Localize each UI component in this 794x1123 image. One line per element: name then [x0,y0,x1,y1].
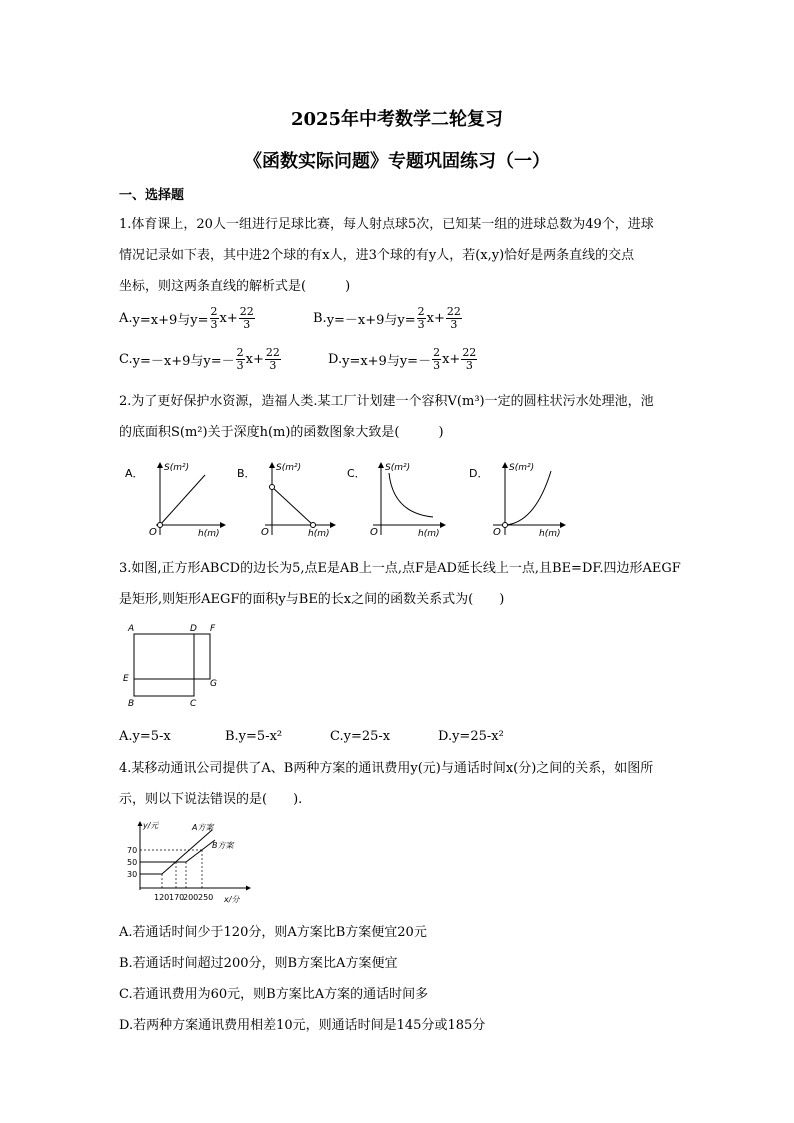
graph-d-label: D． [469,467,489,480]
square-abcd [134,634,194,696]
q1-option-d[interactable] [328,347,478,372]
graph-ylabel: S(m²) [509,463,535,473]
graph-xlabel: h(m) [539,529,561,539]
q1-option-b[interactable] [313,306,463,331]
graph-origin: O [261,527,269,538]
q1-option-c[interactable] [119,347,282,372]
q2-graph-a[interactable] [125,463,225,539]
graph-origin: O [493,527,501,538]
numerator: 2 [210,305,218,318]
graph-curve [389,473,433,517]
graph-xlabel: h(m) [308,529,330,539]
graph-line [160,475,205,525]
denominator: 3 [243,318,251,331]
fraction [417,306,426,331]
q1-line-3: 坐标，则这两条直线的解析式是( ) [119,279,351,294]
denominator: 3 [433,359,441,372]
numerator: 2 [433,346,441,359]
point-e: E [123,674,129,684]
fraction [210,306,219,331]
denominator: 3 [465,359,473,372]
denominator: 3 [236,359,244,372]
q3-option-d[interactable]: D.y=25-x² [438,729,504,744]
q3-figure [118,620,228,708]
q2-graph-b[interactable] [237,463,335,539]
fraction [265,347,281,372]
denominator: 3 [210,318,218,331]
numerator: 22 [239,305,254,318]
q1-option-a-expr1: y=x+9与y= [132,313,209,328]
graph-origin: O [370,527,378,538]
chart-ylabel: y/元 [143,821,159,830]
q1-option-b-label: B. [313,311,327,326]
ytick-30: 30 [127,870,138,879]
point-d: D [190,624,197,634]
q3-option-b[interactable]: B.y=5-x² [225,729,283,744]
xtick-120: 120 [154,893,170,902]
q1-option-c-label: C. [119,352,133,367]
label-plan-a: A方案 [192,823,214,832]
point-f: F [210,624,216,634]
fraction [236,347,245,372]
q2-graph-c[interactable] [347,463,445,539]
q1-option-d-label: D. [328,352,343,367]
q1-option-b-expr2: x+ [426,311,445,326]
denominator: 3 [450,318,458,331]
numerator: 22 [265,346,280,359]
q1-option-c-expr1: y=－x+9与y=－ [132,354,235,369]
numerator: 2 [417,305,425,318]
graph-curve [505,471,551,525]
open-point [158,523,163,528]
page-title: 2025年中考数学二轮复习 [290,109,504,130]
q3-option-a[interactable]: A.y=5-x [119,729,171,744]
point-a: A [128,624,135,634]
ytick-50: 50 [127,858,138,867]
denominator: 3 [417,318,425,331]
q3-line-2: 是矩形,则矩形AEGF的面积y与BE的长x之间的函数关系式为( ) [119,592,505,607]
page-subtitle: 《函数实际问题》专题巩固练习（一） [244,151,550,172]
point-b: B [128,699,135,708]
line-plan-b [140,840,215,862]
numerator: 22 [462,346,477,359]
q2-graph-options [115,455,575,550]
graph-xlabel: h(m) [418,529,440,539]
xtick-250: 250 [198,893,214,902]
graph-b-label: B． [237,467,256,480]
graph-line [272,487,313,525]
q4-chart [120,818,260,910]
q2-line-1: 2.为了更好保护水资源，造福人类.某工厂计划建一个容积V(m³)一定的圆柱状污水处理池，池 [119,394,654,409]
q3-option-c[interactable]: C.y=25-x [330,729,391,744]
q3-line-1: 3.如图,正方形ABCD的边长为5,点E是AB上一点,点F是AD延长线上一点,且BE=DF.四边形AEGF [119,561,681,576]
chart-xlabel: x/分 [224,895,240,904]
fraction [461,347,477,372]
fraction [446,306,462,331]
q1-option-a[interactable] [119,306,256,331]
graph-ylabel: S(m²) [164,463,190,473]
graph-ylabel: S(m²) [276,463,302,473]
q2-graph-d[interactable] [469,463,565,539]
q1-line-1: 1.体育课上，20人一组进行足球比赛，每人射点球5次，已知某一组的进球总数为49个，进球 [119,217,654,232]
q1-option-b-expr1: y=－x+9与y= [326,313,416,328]
open-point [311,523,316,528]
q4-option-a[interactable]: A.若通话时间少于120分，则A方案比B方案便宜20元 [119,925,427,940]
xtick-200: 200 [183,893,199,902]
label-plan-b: B方案 [212,841,234,850]
fraction [432,347,441,372]
point-c: C [190,699,197,708]
q1-option-a-label: A. [119,311,133,326]
q4-line-2: 示，则以下说法错误的是( ). [119,792,303,807]
q4-line-1: 4.某移动通讯公司提供了A、B两种方案的通讯费用y(元)与通话时间x(分)之间的关系，如图所 [119,761,654,776]
graph-ylabel: S(m²) [385,463,411,473]
ytick-70: 70 [127,846,138,855]
numerator: 22 [446,305,461,318]
open-point [270,485,275,490]
q1-option-d-expr2: x+ [442,352,461,367]
q2-line-2: 的底面积S(m²)关于深度h(m)的函数图象大致是( ) [119,425,444,440]
q1-option-d-expr1: y=x+9与y=－ [342,354,432,369]
q1-option-a-expr2: x+ [219,311,238,326]
graph-c-label: C． [347,467,366,480]
point-g: G [210,679,217,689]
section-heading: 一、选择题 [119,188,185,203]
q1-option-c-expr2: x+ [245,352,264,367]
xtick-170: 170 [169,893,185,902]
rectangle-aegf [134,634,210,679]
graph-a-label: A． [125,467,144,480]
q1-line-2: 情况记录如下表，其中进2个球的有x人，进3个球的有y人，若(x,y)恰好是两条直线的交点 [119,248,635,263]
q4-option-b[interactable]: B.若通话时间超过200分，则B方案比A方案便宜 [119,956,398,971]
q4-option-c[interactable]: C.若通讯费用为60元，则B方案比A方案的通话时间多 [119,987,429,1002]
graph-origin: O [149,527,157,538]
q4-option-d[interactable]: D.若两种方案通讯费用相差10元，则通话时间是145分或185分 [119,1018,486,1033]
denominator: 3 [269,359,277,372]
numerator: 2 [236,346,244,359]
open-point [503,523,508,528]
graph-xlabel: h(m) [198,529,220,539]
fraction [239,306,255,331]
